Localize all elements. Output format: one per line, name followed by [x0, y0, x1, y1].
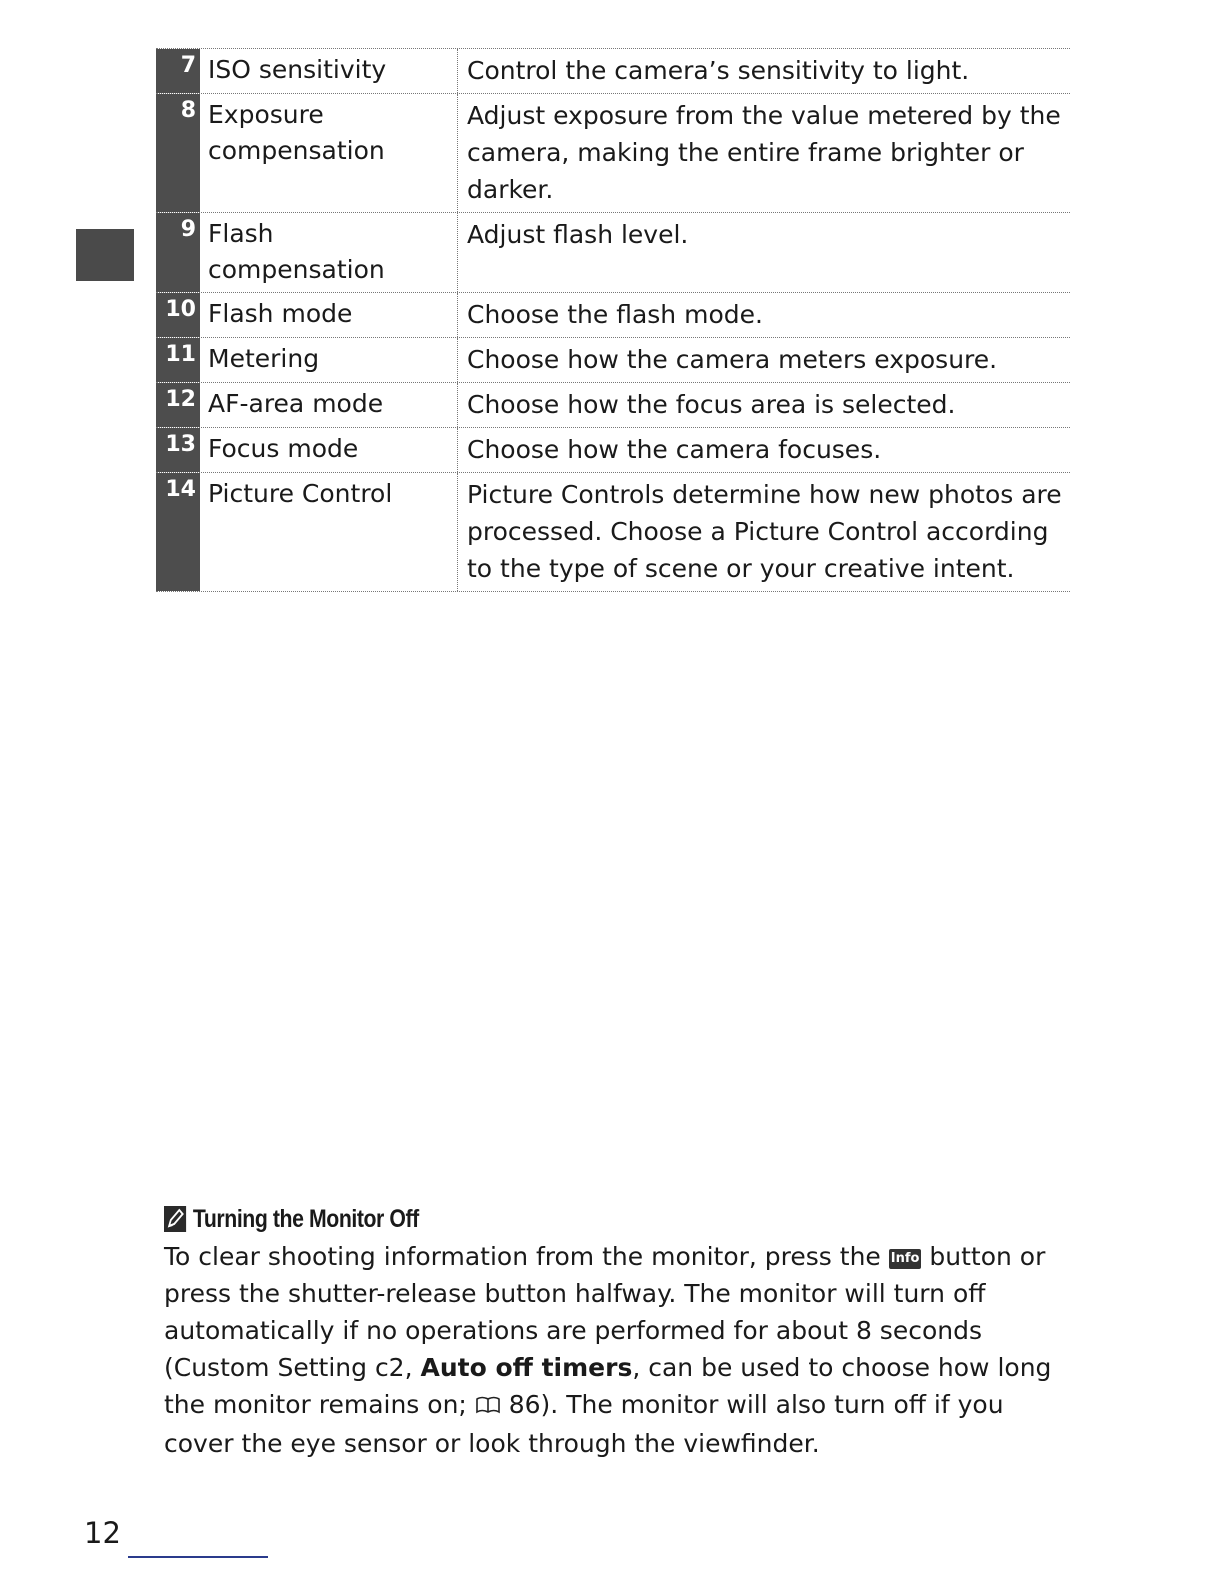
row-item-label: Flash compensation — [200, 213, 458, 292]
book-reference-icon — [475, 1388, 501, 1425]
note-body — [164, 1238, 1064, 1462]
row-number-badge: 7 — [156, 49, 200, 93]
note-text-1: To clear shooting information from the monitor, press the — [164, 1242, 889, 1271]
row-description: Adjust flash level. — [467, 220, 689, 249]
note-text-2: button or press the shutter-release button halfway. The monitor will turn off automatically if no operations are performed for about 8 seconds (Custom Setting c2, — [164, 1242, 1046, 1382]
table-row — [156, 93, 1070, 212]
row-number-badge: 8 — [156, 94, 200, 212]
row-item-label: Metering — [200, 338, 458, 382]
note-text-4: 86). The monitor will also turn off if you cover the eye sensor or look through the viewfinder. — [164, 1390, 1004, 1458]
row-item-label: Picture Control — [200, 473, 458, 591]
row-description: Adjust exposure from the value metered by the camera, making the entire frame brighter or darker. — [467, 101, 1061, 204]
row-item-label: Focus mode — [200, 428, 458, 472]
note-title: Turning the Monitor Off — [192, 1204, 419, 1233]
page-number: 12 — [84, 1516, 121, 1550]
section-tab-marker — [76, 229, 134, 281]
table-row — [156, 472, 1070, 592]
note-heading — [164, 1202, 929, 1236]
row-item-label: Flash mode — [200, 293, 458, 337]
row-item-label: Exposure compensation — [200, 94, 458, 212]
row-description: Control the camera’s sensitivity to light. — [467, 56, 970, 85]
table-row — [156, 212, 1070, 292]
info-button-icon: Info — [889, 1249, 922, 1269]
page-rule — [128, 1556, 268, 1558]
row-description: Choose how the focus area is selected. — [467, 390, 956, 419]
table-row — [156, 382, 1070, 427]
row-number-badge: 14 — [156, 473, 200, 591]
pencil-icon — [164, 1206, 186, 1232]
table-row — [156, 427, 1070, 472]
auto-off-timers-term: Auto off timers — [420, 1353, 633, 1382]
table-row — [156, 48, 1070, 93]
row-number-badge: 13 — [156, 428, 200, 472]
row-description: Picture Controls determine how new photos are processed. Choose a Picture Control according to the type of scene or your creative intent. — [467, 480, 1062, 583]
settings-table — [156, 48, 1070, 592]
row-item-label: AF-area mode — [200, 383, 458, 427]
row-number-badge: 12 — [156, 383, 200, 427]
row-item-label: ISO sensitivity — [200, 49, 458, 93]
note-text-3: , can be used to choose how long the monitor remains on; — [164, 1353, 1052, 1419]
table-row — [156, 292, 1070, 337]
row-number-badge: 10 — [156, 293, 200, 337]
row-description: Choose how the camera meters exposure. — [467, 345, 998, 374]
note-box — [164, 1202, 1064, 1462]
row-number-badge: 9 — [156, 213, 200, 292]
table-row — [156, 337, 1070, 382]
row-description: Choose the flash mode. — [467, 300, 763, 329]
row-number-badge: 11 — [156, 338, 200, 382]
row-description: Choose how the camera focuses. — [467, 435, 882, 464]
